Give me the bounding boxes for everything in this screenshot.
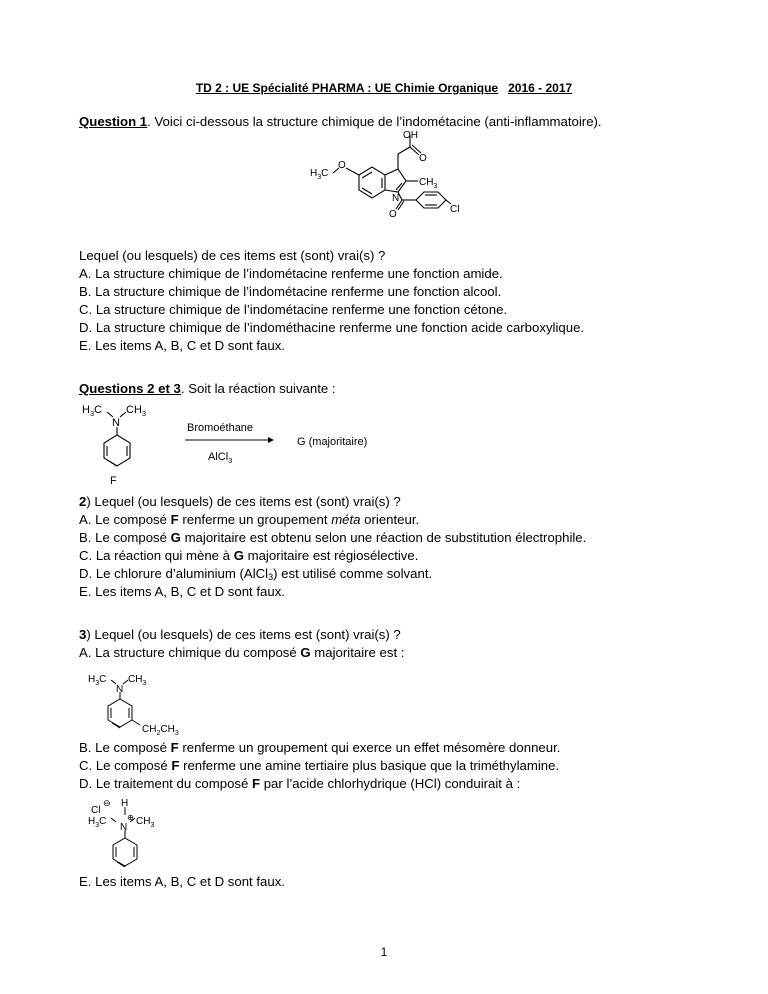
indo-amide-o-label: O bbox=[389, 209, 397, 220]
reaction-h3c-label: $H_3C$ bbox=[82, 404, 103, 418]
q3-item-b: B. Le composé F renferme un groupement qui exerce un effet mésomère donneur. bbox=[79, 740, 561, 755]
q1-item-c: C. La structure chimique de l’indométacine renferme une fonction cétone. bbox=[79, 302, 508, 317]
indo-carbonyl-o-label: O bbox=[419, 153, 427, 164]
compound-f-label: F bbox=[110, 475, 117, 487]
q3-prompt bbox=[79, 627, 401, 643]
ammonium-n-label: N bbox=[120, 822, 128, 833]
q3-item-c: C. Le composé F renferme une amine tertiaire plus basique que la triméthylamine. bbox=[79, 758, 560, 773]
page-number: 1 bbox=[380, 945, 388, 959]
q3-item-a: A. La structure chimique du composé G majoritaire est : bbox=[79, 645, 405, 660]
indo-oh-label: OH bbox=[403, 130, 418, 141]
g-ch2ch3-label: $CH_2CH_3$ bbox=[142, 724, 179, 737]
q1-item-a: A. La structure chimique de l’indométacine renferme une fonction amide. bbox=[79, 266, 503, 281]
q3-number: 3 bbox=[79, 627, 87, 642]
q2-number: 2 bbox=[79, 494, 87, 509]
q23-heading bbox=[79, 381, 336, 397]
anilinium-chloride-structure bbox=[88, 793, 198, 873]
q2-item-b: B. Le composé G majoritaire est obtenu selon une réaction de substitution électrophile. bbox=[79, 530, 587, 545]
q2-item-a: A. Le composé F renferme un groupement méta orienteur. bbox=[79, 512, 420, 527]
q2-prompt-text: ) Lequel (ou lesquels) de ces items est (sont) vrai(s) ? bbox=[86, 494, 401, 509]
g-n-label: N bbox=[116, 684, 124, 695]
indo-ether-o-label: O bbox=[338, 160, 346, 171]
reaction-scheme bbox=[80, 396, 400, 491]
cl-label: Cl bbox=[91, 805, 101, 816]
ammonium-ch3-label: $CH_3$ bbox=[136, 816, 155, 829]
q1-label: Question 1 bbox=[79, 114, 148, 129]
q3-item-e: E. Les items A, B, C et D sont faux. bbox=[79, 874, 285, 889]
q2-item-c: C. La réaction qui mène à G majoritaire est régiosélective. bbox=[79, 548, 419, 563]
chloride-minus-charge: ⊖ bbox=[103, 798, 111, 808]
q3-item-d: D. Le traitement du composé F par l’acide chlorhydrique (HCl) conduirait à : bbox=[79, 776, 521, 791]
q1-intro: . Voici ci-dessous la structure chimique de l’indométacine (anti-inflammatoire). bbox=[147, 114, 602, 129]
q1-item-b: B. La structure chimique de l’indométacine renferme une fonction alcool. bbox=[79, 284, 502, 299]
compound-g-structure bbox=[88, 670, 218, 740]
reaction-n-label: N bbox=[112, 417, 120, 429]
indo-h3c-label: $H_3C$ bbox=[310, 168, 329, 181]
reaction-ch3-label: $CH_3$ bbox=[126, 404, 147, 418]
header-title: TD 2 : UE Spécialité PHARMA : UE Chimie Organique bbox=[195, 81, 499, 95]
g-h3c-label: $H_3C$ bbox=[88, 674, 107, 687]
q1-item-e: E. Les items A, B, C et D sont faux. bbox=[79, 338, 285, 353]
indo-ch3-label: $CH_3$ bbox=[419, 177, 438, 190]
header-years: 2016 - 2017 bbox=[508, 81, 573, 95]
catalyst-label: AlCl$_3$ bbox=[208, 451, 233, 465]
reagent-label: Bromoéthane bbox=[187, 422, 254, 434]
ammonium-plus-charge: ⊕ bbox=[127, 813, 134, 822]
document-header bbox=[0, 81, 768, 95]
q23-intro: . Soit la réaction suivante : bbox=[180, 381, 336, 396]
product-g-label: G (majoritaire) bbox=[297, 436, 368, 448]
indo-cl-label: Cl bbox=[450, 204, 460, 215]
q3-prompt-text: ) Lequel (ou lesquels) de ces items est (sont) vrai(s) ? bbox=[86, 627, 401, 642]
q1-prompt: Lequel (ou lesquels) de ces items est (sont) vrai(s) ? bbox=[79, 248, 386, 263]
indo-n-label: N bbox=[392, 193, 400, 204]
ammonium-h3c-label: $H_3C$ bbox=[88, 816, 107, 829]
indometacin-structure bbox=[300, 128, 480, 223]
q2-item-e: E. Les items A, B, C et D sont faux. bbox=[79, 584, 285, 599]
g-ch3-label: $CH_3$ bbox=[128, 674, 147, 687]
q2-prompt bbox=[79, 494, 401, 510]
q23-label: Questions 2 et 3 bbox=[79, 381, 181, 396]
nh-h-label: H bbox=[121, 798, 129, 809]
q1-item-d: D. La structure chimique de l’indométhacine renferme une fonction acide carboxylique. bbox=[79, 320, 585, 335]
q2-item-d: D. Le chlorure d’aluminium (AlCl3) est utilisé comme solvant. bbox=[79, 566, 433, 582]
